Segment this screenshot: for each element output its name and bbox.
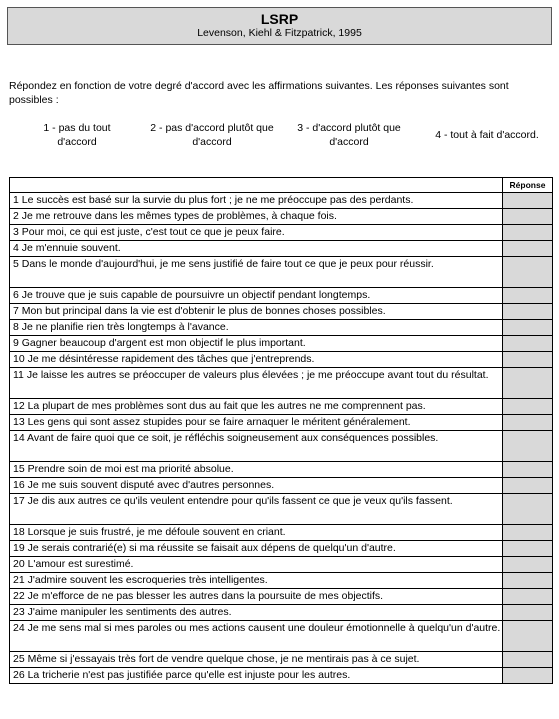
questionnaire-table	[9, 177, 553, 684]
table-row	[10, 288, 553, 304]
item-text: 19 Je serais contrarié(e) si ma réussite se faisait aux dépens de quelqu'un d'autre.	[10, 541, 503, 557]
response-cell[interactable]	[503, 621, 553, 652]
table-row	[10, 368, 553, 399]
table-row	[10, 304, 553, 320]
item-text: 15 Prendre soin de moi est ma priorité absolue.	[10, 462, 503, 478]
document-title: LSRP	[260, 11, 299, 27]
title-banner	[7, 7, 552, 45]
scale-option-2: 2 - pas d'accord plutôt que d'accord	[150, 122, 274, 148]
item-text: 25 Même si j'essayais très fort de vendre quelque chose, je ne mentirais pas à ce sujet.	[10, 652, 503, 668]
table-row	[10, 225, 553, 241]
response-cell[interactable]	[503, 415, 553, 431]
response-cell[interactable]	[503, 557, 553, 573]
table-row	[10, 257, 553, 288]
response-cell[interactable]	[503, 399, 553, 415]
response-cell[interactable]	[503, 336, 553, 352]
response-cell[interactable]	[503, 573, 553, 589]
item-text: 7 Mon but principal dans la vie est d'obtenir le plus de bonnes choses possibles.	[10, 304, 503, 320]
item-text: 8 Je ne planifie rien très longtemps à l'avance.	[10, 320, 503, 336]
table-row	[10, 193, 553, 209]
response-cell[interactable]	[503, 652, 553, 668]
table-row	[10, 621, 553, 652]
table-row	[10, 399, 553, 415]
item-text: 20 L'amour est surestimé.	[10, 557, 503, 573]
response-cell[interactable]	[503, 541, 553, 557]
item-text: 26 La tricherie n'est pas justifiée parce qu'elle est injuste pour les autres.	[10, 668, 503, 684]
table-row	[10, 415, 553, 431]
item-text: 2 Je me retrouve dans les mêmes types de problèmes, à chaque fois.	[10, 209, 503, 225]
item-text: 3 Pour moi, ce qui est juste, c'est tout ce que je peux faire.	[10, 225, 503, 241]
item-text: 4 Je m'ennuie souvent.	[10, 241, 503, 257]
table-row	[10, 668, 553, 684]
response-cell[interactable]	[503, 241, 553, 257]
table-row	[10, 209, 553, 225]
item-text: 5 Dans le monde d'aujourd'hui, je me sens justifié de faire tout ce que je peux pour réussir.	[10, 257, 503, 288]
item-text: 24 Je me sens mal si mes paroles ou mes actions causent une douleur émotionnelle à quelqu'un d'autre.	[10, 621, 503, 652]
item-text: 9 Gagner beaucoup d'argent est mon objectif le plus important.	[10, 336, 503, 352]
item-header-cell	[10, 178, 503, 193]
response-cell[interactable]	[503, 320, 553, 336]
item-text: 16 Je me suis souvent disputé avec d'autres personnes.	[10, 478, 503, 494]
response-cell[interactable]	[503, 605, 553, 621]
response-cell[interactable]	[503, 589, 553, 605]
response-cell[interactable]	[503, 352, 553, 368]
scale-option-4: 4 - tout à fait d'accord.	[435, 129, 539, 141]
item-text: 10 Je me désintéresse rapidement des tâches que j'entreprends.	[10, 352, 503, 368]
response-cell[interactable]	[503, 368, 553, 399]
response-cell[interactable]	[503, 478, 553, 494]
response-cell[interactable]	[503, 209, 553, 225]
table-row	[10, 478, 553, 494]
table-row	[10, 525, 553, 541]
table-row	[10, 352, 553, 368]
item-text: 22 Je m'efforce de ne pas blesser les autres dans la poursuite de mes objectifs.	[10, 589, 503, 605]
item-text: 6 Je trouve que je suis capable de poursuivre un objectif pendant longtemps.	[10, 288, 503, 304]
response-cell[interactable]	[503, 225, 553, 241]
document-subtitle: Levenson, Kiehl & Fitzpatrick, 1995	[197, 27, 362, 39]
table-row	[10, 541, 553, 557]
table-row	[10, 241, 553, 257]
response-cell[interactable]	[503, 494, 553, 525]
item-text: 21 J'admire souvent les escroqueries très intelligentes.	[10, 573, 503, 589]
response-header: Réponse	[503, 178, 553, 193]
table-row	[10, 320, 553, 336]
table-row	[10, 652, 553, 668]
response-cell[interactable]	[503, 431, 553, 462]
item-text: 13 Les gens qui sont assez stupides pour se faire arnaquer le méritent généralement.	[10, 415, 503, 431]
table-row	[10, 557, 553, 573]
response-cell[interactable]	[503, 525, 553, 541]
table-row	[10, 573, 553, 589]
response-cell[interactable]	[503, 193, 553, 209]
item-text: 23 J'aime manipuler les sentiments des autres.	[10, 605, 503, 621]
scale-option-3: 3 - d'accord plutôt que d'accord	[297, 122, 401, 148]
table-row	[10, 462, 553, 478]
table-row	[10, 431, 553, 462]
item-text: 18 Lorsque je suis frustré, je me défoule souvent en criant.	[10, 525, 503, 541]
table-row	[10, 494, 553, 525]
item-text: 14 Avant de faire quoi que ce soit, je réfléchis soigneusement aux conséquences possibles.	[10, 431, 503, 462]
item-text: 12 La plupart de mes problèmes sont dus au fait que les autres ne me comprennent pas.	[10, 399, 503, 415]
item-text: 17 Je dis aux autres ce qu'ils veulent entendre pour qu'ils fassent ce que je veux qu'ils fassent.	[10, 494, 503, 525]
instructions-text: Répondez en fonction de votre degré d'accord avec les affirmations suivantes. Les réponses suivantes sont possibles :	[9, 80, 509, 106]
table-row	[10, 589, 553, 605]
table-row	[10, 605, 553, 621]
response-cell[interactable]	[503, 257, 553, 288]
response-cell[interactable]	[503, 462, 553, 478]
item-text: 1 Le succès est basé sur la survie du plus fort ; je ne me préoccupe pas des perdants.	[10, 193, 503, 209]
scale-option-1: 1 - pas du tout d'accord	[43, 122, 111, 148]
response-cell[interactable]	[503, 304, 553, 320]
item-text: 11 Je laisse les autres se préoccuper de valeurs plus élevées ; je me préoccupe avant tout du résultat.	[10, 368, 503, 399]
response-cell[interactable]	[503, 288, 553, 304]
response-cell[interactable]	[503, 668, 553, 684]
table-row	[10, 336, 553, 352]
